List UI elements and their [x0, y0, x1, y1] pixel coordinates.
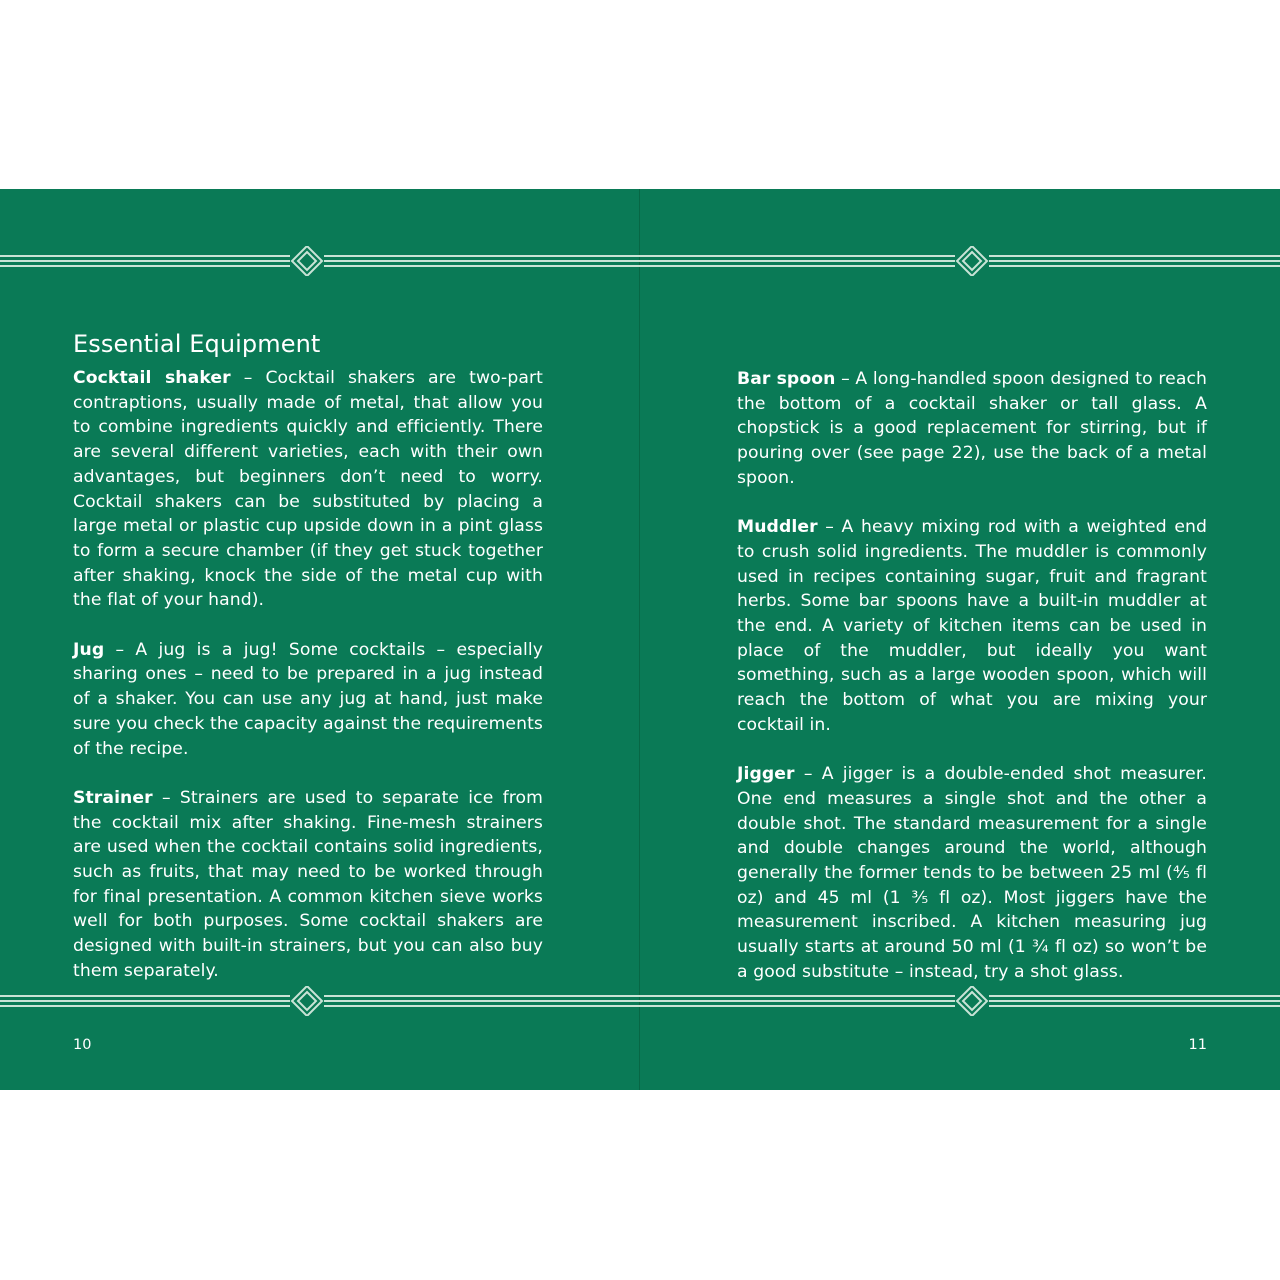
entry-term: Jigger: [737, 764, 795, 785]
entry-term: Jug: [73, 639, 105, 660]
left-page: [0, 189, 640, 1090]
right-text-column: [737, 367, 1207, 1009]
page-number-left: 10: [73, 1037, 92, 1053]
entry-term: Strainer: [73, 787, 153, 808]
entry-muddler: [737, 515, 1207, 737]
book-spread: [0, 189, 1280, 1090]
entry-term: Bar spoon: [737, 369, 836, 389]
bottom-ornament-rule: [640, 986, 1280, 1016]
entry-strainer: [73, 786, 543, 984]
entry-jigger: [737, 762, 1207, 984]
bottom-ornament-rule: [0, 986, 640, 1016]
entry-term: Cocktail shaker: [73, 368, 231, 388]
right-page: [640, 189, 1280, 1090]
entry-text: – A long-handled spoon designed to reach the bottom of a cocktail shaker or tall glass. A chopstick is a good replacement for stirring, but if pouring over (see page 22), use the back of a metal spoon.: [737, 369, 1207, 488]
top-ornament-rule: [640, 246, 1280, 276]
entry-term: Muddler: [737, 517, 818, 538]
entry-cocktail-shaker: [73, 366, 543, 613]
page-number-right: 11: [1188, 1037, 1207, 1053]
entry-jug: [73, 638, 543, 762]
entry-bar-spoon: [737, 367, 1207, 491]
entry-text: – A jigger is a double-ended shot measurer. One end measures a single shot and the other a double shot. The standard measurement for a single and double changes around the world, although generally the former tends to be between 25 ml (⁴⁄₅ fl oz) and 45 ml (1 ³⁄₅ fl oz). Most jiggers have the measurement inscribed. A kitchen measuring jug usually starts at around 50 ml (1 ¾ fl oz) so won’t be a good substitute – instead, try a shot glass.: [737, 764, 1207, 982]
entry-text: – Strainers are used to separate ice from the cocktail mix after shaking. Fine-mesh strainers are used when the cocktail contains solid ingredients, such as fruits, that may need to be worked through for final presentation. A common kitchen sieve works well for both purposes. Some cocktail shakers are designed with built-in strainers, but you can also buy them separately.: [73, 787, 543, 981]
entry-text: – A jug is a jug! Some cocktails – especially sharing ones – need to be prepared in a jug instead of a shaker. You can use any jug at hand, just make sure you check the capacity against the requirements of the recipe.: [73, 639, 543, 759]
left-text-column: [73, 328, 543, 1008]
section-heading: Essential Equipment: [73, 330, 321, 358]
top-ornament-rule: [0, 246, 640, 276]
entry-text: – A heavy mixing rod with a weighted end to crush solid ingredients. The muddler is commonly used in recipes containing sugar, fruit and fragrant herbs. Some bar spoons have a built-in muddler at the end. A variety of kitchen items can be used in place of the muddler, but ideally you want something, such as a large wooden spoon, which will reach the bottom of what you are mixing your cocktail in.: [737, 517, 1207, 735]
entry-text: – Cocktail shakers are two-part contraptions, usually made of metal, that allow you to combine ingredients quickly and efficiently. There are several different varieties, each with their own advantages, but beginners don’t need to worry. Cocktail shakers can be substituted by placing a large metal or plastic cup upside down in a pint glass to form a secure chamber (if they get stuck together after shaking, knock the side of the metal cup with the flat of your hand).: [73, 368, 543, 611]
